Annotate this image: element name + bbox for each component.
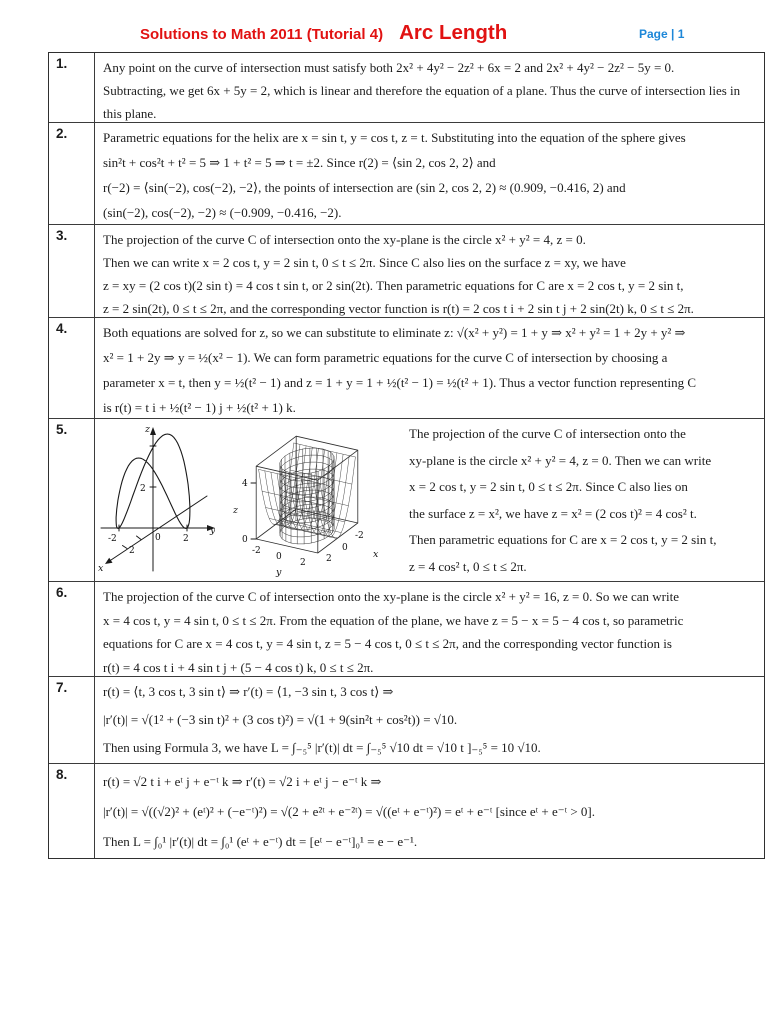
z-tick-label: 4	[242, 479, 248, 489]
problem-number: 4.	[49, 318, 95, 418]
curve-3d-plot	[95, 423, 215, 575]
solution-line: The projection of the curve C of intersection onto the xy-plane is the circle x² + y² = 4, z = 0.	[103, 232, 586, 247]
solution-line: The projection of the curve C of intersection onto the	[409, 426, 686, 441]
solution-line: xy-plane is the circle x² + y² = 4, z = 0. Then we can write	[409, 452, 712, 468]
solution-text	[95, 764, 764, 858]
table-row	[49, 123, 764, 225]
problem-number: 8.	[49, 764, 95, 858]
surface-3d-plot	[231, 421, 391, 579]
solution-text-block	[409, 421, 764, 580]
cylinder-mesh	[280, 448, 334, 544]
solution-line: r(t) = ⟨t, 3 cos t, 3 sin t⟩ ⇒ r′(t) = ⟨1, −3 sin t, 3 cos t⟩ ⇒	[103, 684, 394, 699]
x-tick-label: 0	[342, 543, 348, 553]
solution-line: x = 4 cos t, y = 4 sin t, 0 ≤ t ≤ 2π. From the equation of the plane, we have z = 5 − x = 5 − 4 cos t, so parametric	[103, 612, 684, 628]
table-row	[49, 225, 764, 318]
solution-line: Subtracting, we get 6x + 5y = 2, which is linear and therefore the equation of a plane. Thus the curve of intersection lies in	[103, 83, 741, 98]
solution-text	[95, 677, 764, 763]
solution-text	[95, 582, 764, 676]
x-axis	[108, 496, 207, 562]
solution-line: z = 2 sin(2t), 0 ≤ t ≤ 2π, and the corresponding vector function is r(t) = 2 cos t i + 2 sin t j + 2 sin(2t) k, 0 ≤ t ≤ 2π.	[103, 301, 694, 316]
solution-text	[95, 53, 764, 122]
y-tick-label: 2	[300, 558, 306, 568]
solution-text	[95, 419, 764, 581]
solution-line: sin²t + cos²t + t² = 5 ⇒ 1 + t² = 5 ⇒ t = ±2. Since r(2) = ⟨sin 2, cos 2, 2⟩ and	[103, 155, 496, 170]
solution-line: Then we can write x = 2 cos t, y = 2 sin t, 0 ≤ t ≤ 2π. Since C also lies on the surface z = xy, we have	[103, 255, 626, 270]
z-tick-label: 2	[140, 484, 146, 494]
y-tick-label: -2	[252, 546, 261, 556]
table-row	[49, 318, 764, 419]
x-tick	[137, 536, 142, 540]
z-tick-label: 0	[242, 535, 248, 545]
solution-line: x² = 1 + 2y ⇒ y = ½(x² − 1). We can form parametric equations for the curve C of intersection by choosing a	[103, 350, 668, 365]
problem-number: 6.	[49, 582, 95, 676]
y-tick-label: 0	[276, 552, 282, 562]
page-number: Page | 1	[639, 27, 685, 41]
table-row	[49, 53, 764, 123]
solution-text	[95, 318, 764, 418]
x-tick	[123, 546, 128, 549]
solution-line: Both equations are solved for z, so we can substitute to eliminate z: √(x² + y²) = 1 + y ⇒ x² + y² = 1 + 2y + y² ⇒	[103, 325, 686, 340]
table-row	[49, 764, 764, 858]
solution-line: |r′(t)| = √((√2)² + (eᵗ)² + (−e⁻ᵗ)²) = √(2 + e²ᵗ + e⁻²ᵗ) = √((eᵗ + e⁻ᵗ)²) = eᵗ + e⁻ᵗ [since eᵗ + e⁻ᵗ > 0].	[103, 804, 596, 819]
solution-line: Any point on the curve of intersection must satisfy both 2x² + 4y² − 2z² + 6x = 2 and 2x² + 4y² − 2z² − 5y = 0.	[103, 60, 675, 75]
table-row	[49, 582, 764, 677]
solution-line: is r(t) = t i + ½(t² − 1) j + ½(t² + 1) k.	[103, 400, 296, 415]
solution-line: |r′(t)| = √(1² + (−3 sin t)² + (3 cos t)²) = √(1 + 9(sin²t + cos²t)) = √10.	[103, 712, 458, 727]
z-axis-label: z	[233, 505, 239, 516]
x-tick-label: -2	[355, 531, 364, 541]
y-axis-label: y	[210, 525, 215, 536]
solution-line: r(−2) = ⟨sin(−2), cos(−2), −2⟩, the points of intersection are (sin 2, cos 2, 2) ≈ (0.909, −0.416, 2) and	[103, 180, 626, 195]
solution-line: z = 4 cos² t, 0 ≤ t ≤ 2π.	[409, 558, 527, 574]
x-axis-arrow-icon	[105, 558, 113, 564]
y-axis-label: y	[276, 567, 282, 578]
x-tick-label: 2	[129, 546, 135, 556]
header-title-group	[140, 21, 507, 45]
parabolic-sheet-mesh	[259, 443, 356, 539]
solution-line: Then parametric equations for C are x = 2 cos t, y = 2 sin t,	[409, 532, 717, 547]
solution-line: (sin(−2), cos(−2), −2) ≈ (−0.909, −0.416, −2).	[103, 205, 342, 220]
solution-line: this plane.	[103, 106, 157, 121]
y-tick-label: 2	[183, 534, 189, 544]
document-subtitle: Arc Length	[399, 21, 508, 44]
solutions-table	[48, 52, 765, 859]
solution-line: The projection of the curve C of intersection onto the xy-plane is the circle x² + y² = 16, z = 0. So we can write	[103, 589, 679, 604]
problem-number: 5.	[49, 419, 95, 581]
solution-line: Parametric equations for the helix are x = sin t, y = cos t, z = t. Substituting into the equation of the sphere gives	[103, 130, 686, 145]
y-tick-label: -2	[108, 534, 117, 544]
x-axis-label: x	[373, 549, 379, 560]
origin-label: 0	[155, 533, 161, 543]
solution-line: parameter x = t, then y = ½(t² − 1) and z = 1 + y = 1 + ½(t² − 1) = ½(t² + 1). Thus a vector function representing C	[103, 375, 697, 390]
document-title: Solutions to Math 2011 (Tutorial 4)	[140, 26, 384, 43]
table-row	[49, 419, 764, 582]
z-axis-arrow-icon	[150, 427, 156, 435]
solution-line: equations for C are x = 4 cos t, y = 4 sin t, z = 5 − 4 cos t, 0 ≤ t ≤ 2π, and the corresponding vector function is	[103, 636, 672, 651]
solution-text	[95, 225, 764, 317]
problem-number: 7.	[49, 677, 95, 763]
solution-line: r(t) = 4 cos t i + 4 sin t j + (5 − 4 cos t) k, 0 ≤ t ≤ 2π.	[103, 659, 374, 675]
table-row	[49, 677, 764, 764]
problem-number: 3.	[49, 225, 95, 317]
page-header	[0, 0, 768, 52]
solution-line: Then using Formula 3, we have L = ∫₋₅⁵ |r′(t)| dt = ∫₋₅⁵ √10 dt = √10 t ]₋₅⁵ = 10 √10.	[103, 740, 541, 755]
solution-line: x = 2 cos t, y = 2 sin t, 0 ≤ t ≤ 2π. Since C also lies on	[409, 479, 688, 494]
solution-line: r(t) = √2 t i + eᵗ j + e⁻ᵗ k ⇒ r′(t) = √2 i + eᵗ j − e⁻ᵗ k ⇒	[103, 774, 382, 789]
solution-text	[95, 123, 764, 224]
x-axis-label: x	[98, 563, 104, 574]
solution-line: the surface z = x², we have z = x² = (2 cos t)² = 4 cos² t.	[409, 505, 697, 521]
problem-number: 2.	[49, 123, 95, 224]
x-tick-label: 2	[326, 554, 332, 564]
problem-number: 1.	[49, 53, 95, 122]
solution-line: z = xy = (2 cos t)(2 sin t) = 4 cos t sin t, or 2 sin(2t). Then parametric equations for C are x = 2 cos t, y = 2 sin t,	[103, 278, 684, 293]
z-axis-label: z	[145, 424, 151, 435]
solution-line: Then L = ∫₀¹ |r′(t)| dt = ∫₀¹ (eᵗ + e⁻ᵗ) dt = [eᵗ − e⁻ᵗ]₀¹ = e − e⁻¹.	[103, 834, 418, 849]
